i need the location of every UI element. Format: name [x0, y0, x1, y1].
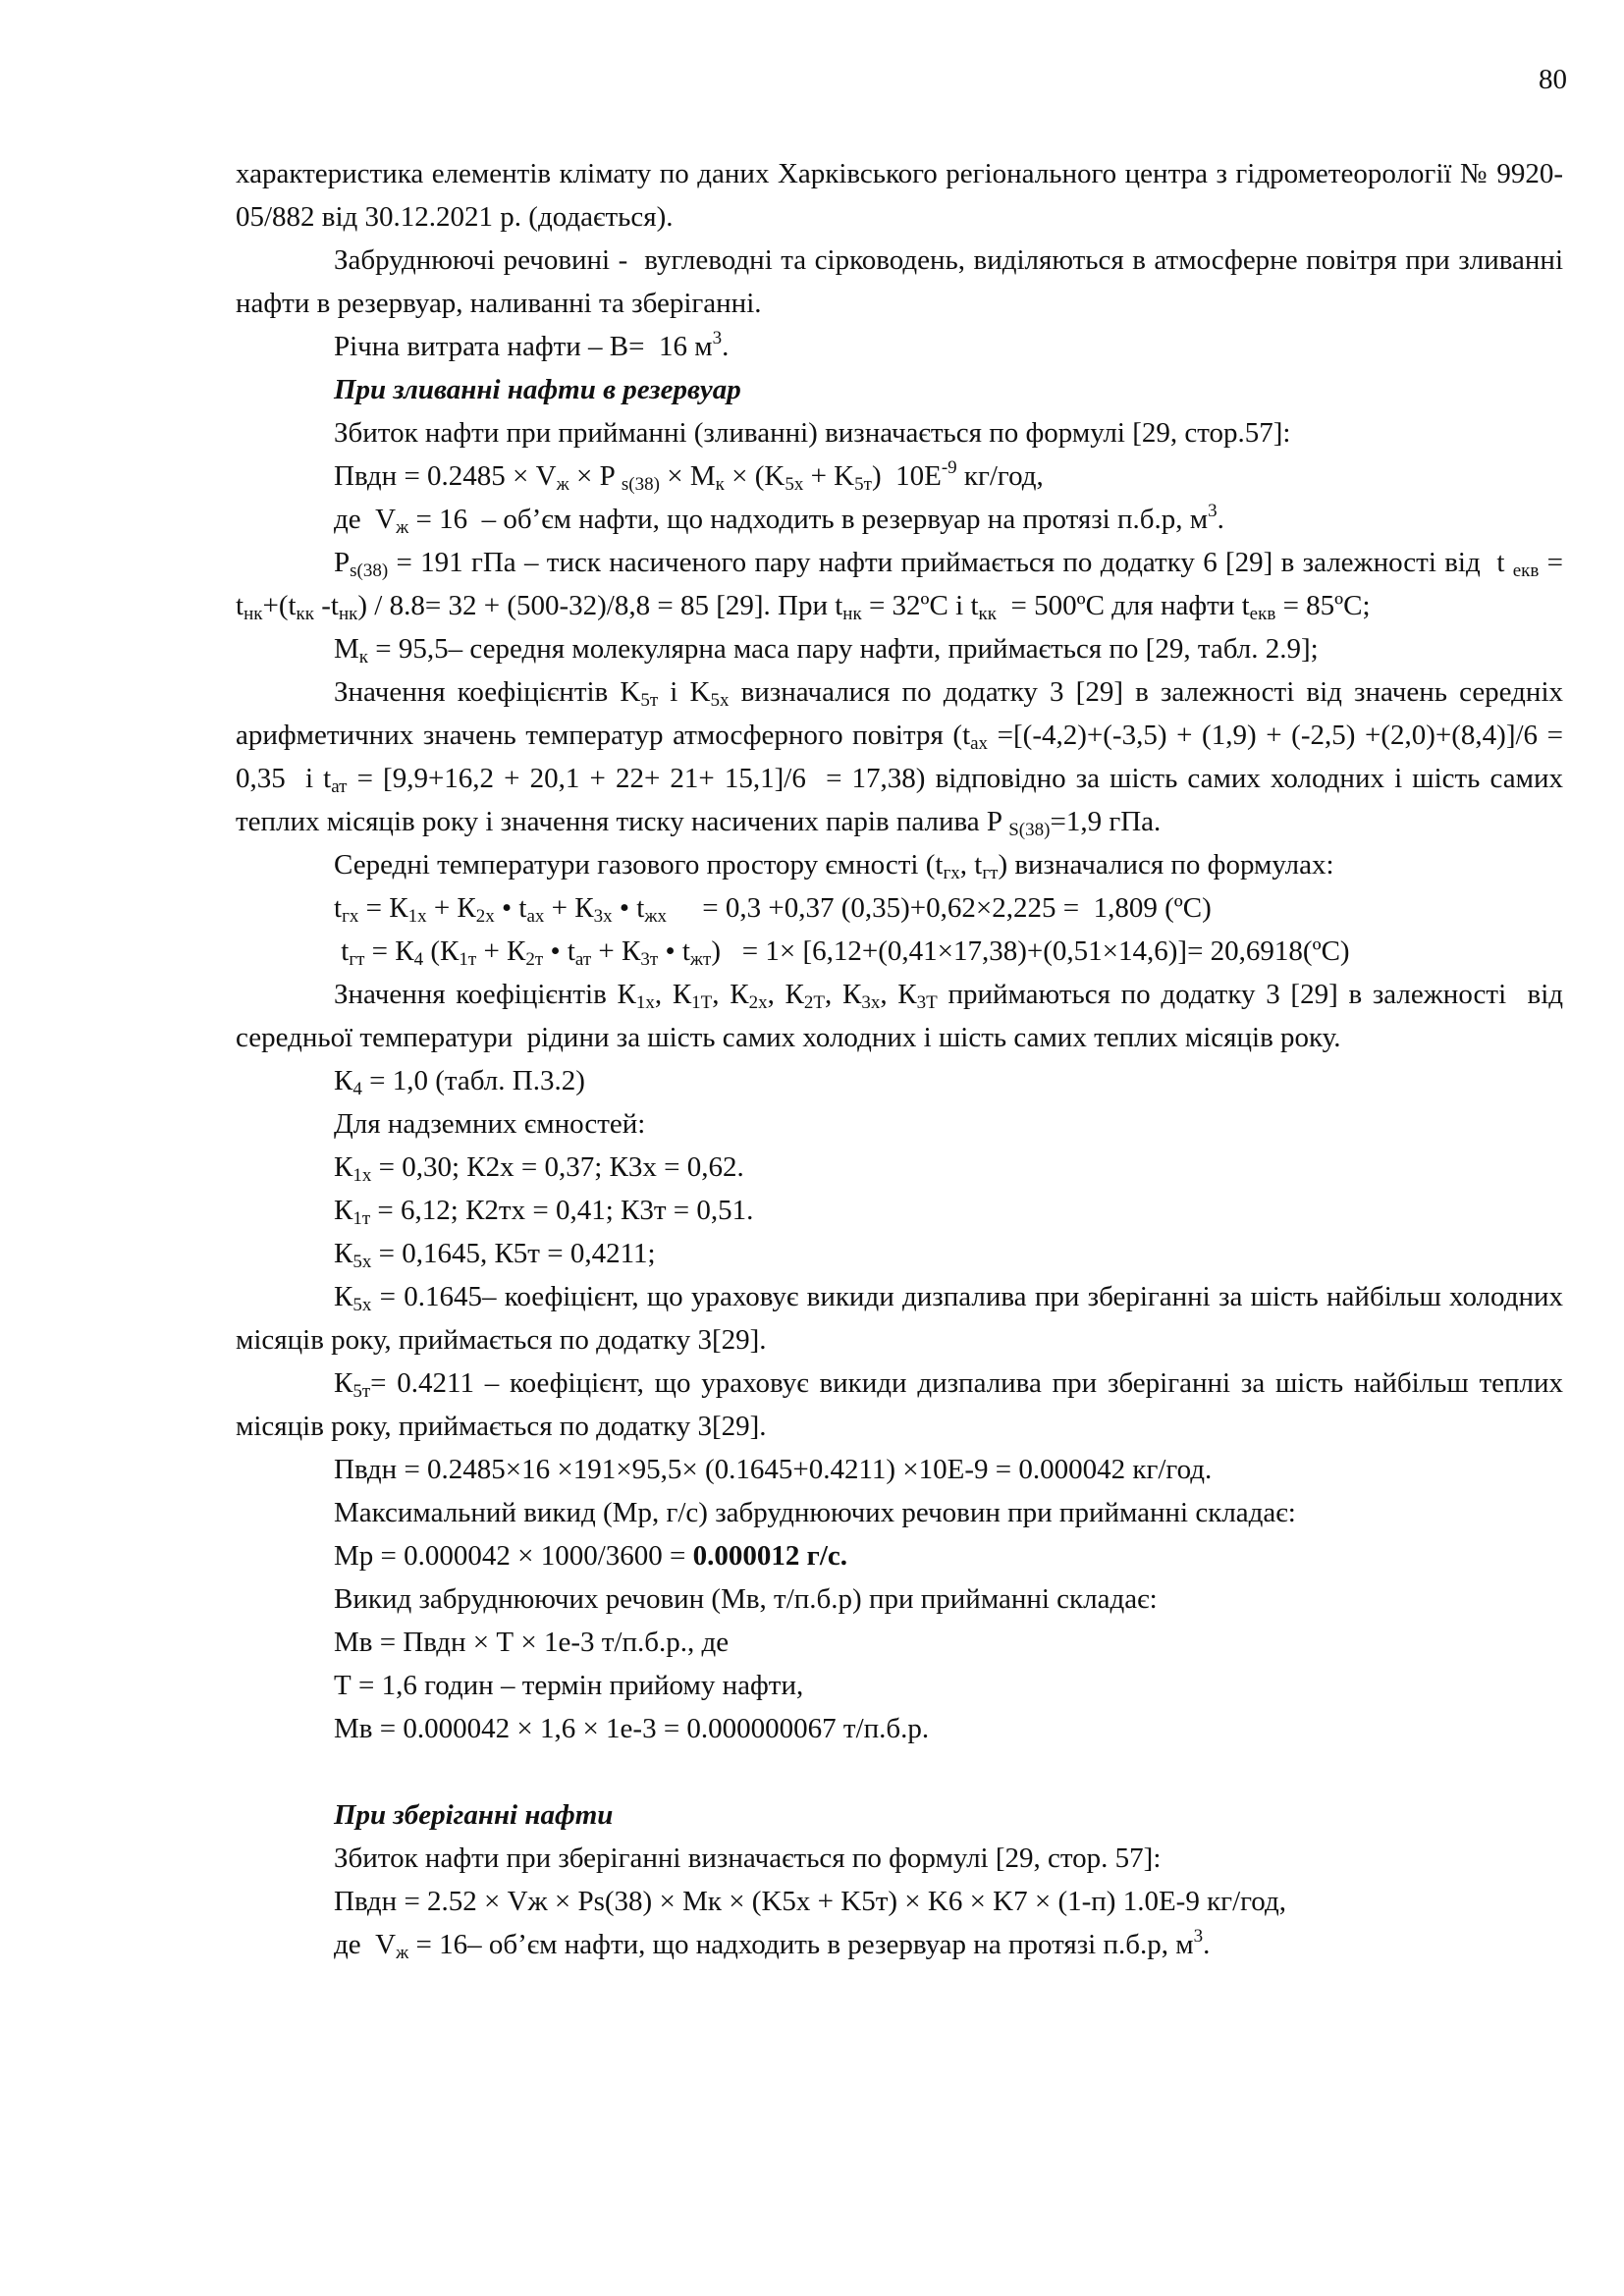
formula-loss-result: Пвдн = 0.2485×16 ×191×95,5× (0.1645+0.4211) ×10E-9 = 0.000042 кг/год. — [334, 1454, 1213, 1485]
formula-max-emission: Мр = 0.000042 × 1000/3600 = 0.000012 г/с. — [334, 1540, 848, 1572]
paragraph-volume-definition: де $V_ж = 16$ – об’єм нафти, що надходить в резервуар на протязі п.б.р, $м^3$. — [334, 501, 1224, 538]
paragraph-aboveground-tanks: Для надземних ємностей: — [334, 1108, 646, 1140]
formula-emission-result: Мв = 0.000042 × 1,6 × 1е-3 = 0.000000067 т/п.б.р. — [334, 1713, 930, 1744]
paragraph-annual-consumption: Річна витрата нафти – В= 16 $м^3$. — [334, 328, 730, 362]
paragraph-storage-formula-intro: Збиток нафти при зберіганні визначається по формулі [29, стор. 57]: — [334, 1842, 1162, 1874]
paragraph-k5x-definition: $К_{5х} = 0.1645-$ коефіцієнт, що ураховує викиди дизпалива при зберіганні за шість найбільш холодних місяців року, приймається по додатку 3[29]. — [236, 1281, 1563, 1356]
paragraph-k-coefficients-source: Значення коефіцієнтів $К_{1х}$, $К_{1Т}$, $К_{2х}$, $К_{2Т}$, $К_{3х}$, $К_{3Т}$ приймаються по додатку 3 [29] в залежності від середньої температури рідини за шість самих холодних і шість самих теплих місяців року. — [236, 979, 1564, 1053]
paragraph-max-emission-intro: Максимальний викид (Мр, г/с) забруднюючих речовин при прийманні складає: — [334, 1497, 1296, 1528]
formula-emission: Мв = Пвдн × Т × 1е-3 т/п.б.р., де — [334, 1627, 730, 1658]
section-heading-storage: При зберіганні нафти — [334, 1799, 614, 1831]
paragraph-pollutants: Забруднюючі речовині - вуглеводні та сірководень, виділяються в атмосферне повітря при зливанні нафти в резервуар, наливанні та зберіганні. — [236, 244, 1563, 319]
paragraph-k-warm: $К_{1т} = 6,12$; К2тх = 0,41; К3т = 0,51. — [334, 1195, 754, 1229]
paragraph-k-cold: $К_{1х} = 0,30$; К2х = 0,37; К3х = 0,62. — [334, 1151, 744, 1186]
paragraph-k4: $К_4 = 1,0$ (табл. П.3.2) — [334, 1065, 585, 1099]
paragraph-gas-space-temperatures: Середні температури газового простору ємності ($t_{гх}$, $t_{гт}$) визначалися по формулах: — [334, 849, 1334, 883]
paragraph-loss-formula-intro: Збиток нафти при прийманні (зливанні) визначається по формулі [29, стор.57]: — [334, 417, 1291, 449]
paragraph-vapor-pressure: $P_{s(38)} = 191$ гПа – тиск насиченого пару нафти приймається по додатку 6 [29] в залежності від t $_{екв} = t_{нк}+(t_{кк}$ $-t_{нк}) / 8.8= 32 + (500-32)/8,8 = 85$ [29]. При $t_{нк}$ = 32ºС і $t_{кк}$ = 500ºС для нафти $t_{екв}$ = 85ºС; — [236, 547, 1564, 624]
paragraph-k5t-definition: $К_{5т}= 0.4211$ – коефіцієнт, що ураховує викиди дизпалива при зберіганні за шість найбільш теплих місяців року, приймається по додатку 3[29]. — [236, 1367, 1563, 1442]
formula-loss-storage: Пвдн = 2.52 × Vж × Ps(38) × Mк × (K5х + K5т) × K6 × K7 × (1-п) 1.0E-9 кг/год, — [334, 1886, 1286, 1917]
formula-t-gt: $t_{гт} = К_4$ ($К_{1т} + К_{2т}$ • $t_{ат} + К_{3т}$ • $t_{жт}) = 1\times [6,12+(0,41\times 17,38)+(0,51\times 14,6)]=$ 20,6918(ºС) — [334, 935, 1350, 970]
paragraph-k5-coefficients: Значення коефіцієнтів $K_{5т}$ і $K_{5х}$ визначалися по додатку 3 [29] в залежності від значень середніх арифметичних значень температур атмосферного повітря ($t_{ах} =[(-4,2)+(-3,5) + (1,9) + (-2,5) +(2,0)+(8,4)]/6 = 0,35$ і $t_{ат} = [9,9+16,2 + 20,1 + 22+ 21+ 15,1]/6 = 17,38$) відповідно за шість самих холодних і шість самих теплих місяців року і значення тиску насичених парів палива P $_{S(38)}$=1,9 гПа. — [236, 676, 1564, 840]
section-spacer — [236, 1750, 1563, 1793]
formula-t-gx: $t_{гх} = К_{1х} + К_{2х}$ • $t_{ах} + К_{3х}$ • $t_{жх}$ = 0,3 +0,37 (0,35)+0,62×2,225 = 1,809 (ºС) — [334, 892, 1212, 927]
paragraph-receiving-duration: Т = 1,6 годин – термін прийому нафти, — [334, 1670, 804, 1701]
paragraph-molecular-mass: $М_к = 95,5-$ середня молекулярна маса пару нафти, приймається по [29, табл. 2.9]; — [334, 633, 1319, 667]
paragraph-storage-volume-definition: де $V_ж = 16-$ об’єм нафти, що надходить в резервуар на протязі п.б.р, $м^3$. — [334, 1926, 1211, 1963]
page-number: 80 — [1539, 64, 1567, 95]
paragraph-climate-source: характеристика елементів клімату по даних Харківського регіонального центра з гідрометеорології № 9920-05/882 від 30.12.2021 р. (додається). — [236, 158, 1563, 233]
formula-loss-receiving: Пвдн = $0.2485 \times V_ж \times P$ $_{s(38)} \times M_к \times (K_{5х} + K_{5т})$ $10E^{-9}$ кг/год, — [334, 457, 1044, 495]
section-heading-draining: При зливанні нафти в резервуар — [334, 374, 741, 405]
document-body — [236, 152, 1563, 1966]
paragraph-k5-values: $К_{5х} = 0,1645$, К5т = 0,4211; — [334, 1238, 656, 1272]
paragraph-emission-intro: Викид забруднюючих речовин (Мв, т/п.б.р) при прийманні складає: — [334, 1583, 1158, 1615]
